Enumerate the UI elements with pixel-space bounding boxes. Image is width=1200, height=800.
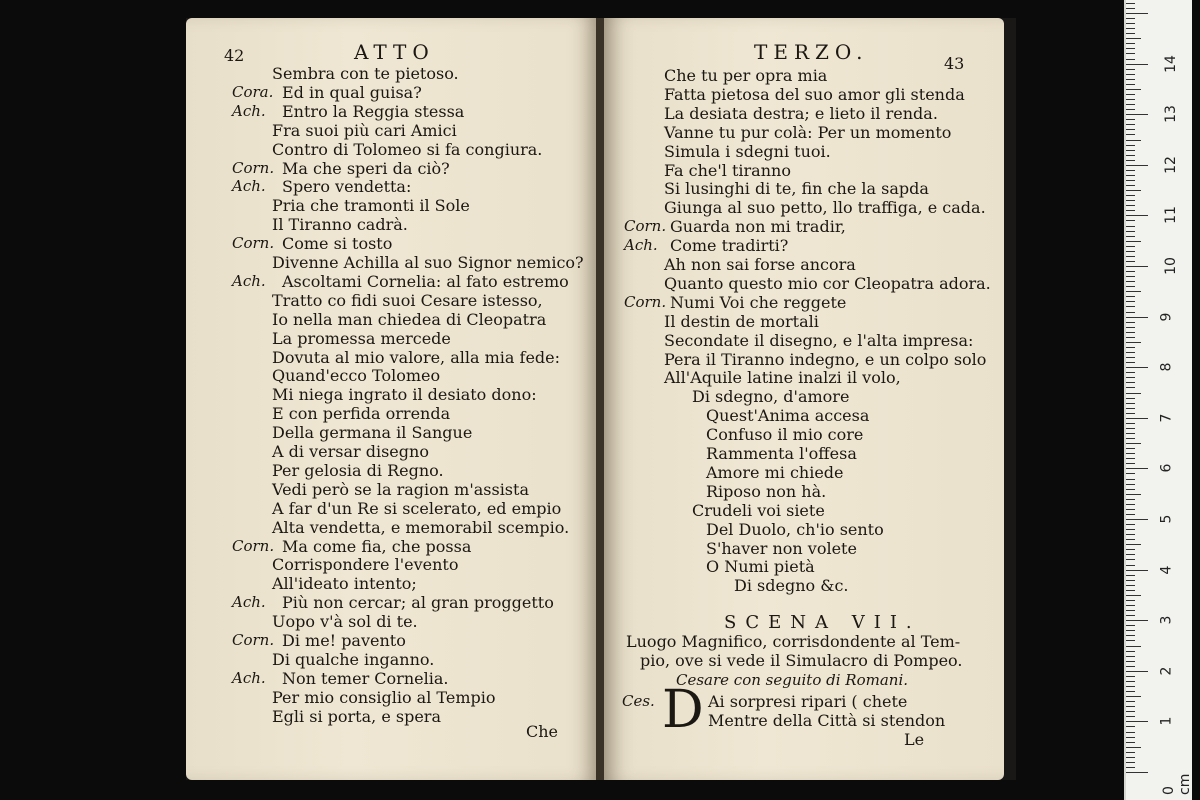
ruler-tick xyxy=(1126,509,1135,510)
ruler-tick xyxy=(1126,757,1135,758)
ruler-tick xyxy=(1126,666,1135,667)
ruler-tick xyxy=(1126,210,1135,211)
ruler-label: 7 xyxy=(1158,413,1175,423)
verse-line: Giunga al suo petto, llo traffiga, e cada. xyxy=(664,198,986,218)
ruler-tick xyxy=(1126,357,1135,358)
ruler-label: 0 cm xyxy=(1161,773,1193,795)
ruler-tick xyxy=(1126,215,1148,216)
ruler-tick xyxy=(1126,570,1148,571)
page-number: 42 xyxy=(224,46,245,65)
verse-line: Dovuta al mio valore, alla mia fede: xyxy=(272,347,561,367)
ruler-tick xyxy=(1126,195,1135,196)
ruler-tick xyxy=(1126,590,1135,591)
verse-line: Non temer Cornelia. xyxy=(282,668,449,688)
page-number: 43 xyxy=(944,54,965,73)
verse-line: O Numi pietà xyxy=(706,557,815,577)
verse-line: Sembra con te pietoso. xyxy=(272,64,459,83)
ruler-tick xyxy=(1126,747,1141,748)
verse-line: A di versar disegno xyxy=(272,442,429,461)
ruler-tick xyxy=(1126,651,1135,652)
ruler-tick xyxy=(1126,403,1135,404)
ruler-tick xyxy=(1126,160,1135,161)
ruler-tick xyxy=(1126,767,1135,768)
page-header: TERZO. xyxy=(754,40,869,64)
ruler-tick xyxy=(1126,656,1135,657)
ruler-tick xyxy=(1126,554,1135,555)
ruler-tick xyxy=(1126,387,1135,388)
verse-line: Pera il Tiranno indegno, e un colpo solo xyxy=(664,349,987,369)
ruler-tick xyxy=(1126,575,1135,576)
ruler-tick xyxy=(1126,236,1135,237)
ruler-tick xyxy=(1126,448,1135,449)
speaker-label: Ach. xyxy=(232,593,266,612)
ruler-tick xyxy=(1126,53,1135,54)
ruler-tick xyxy=(1126,752,1135,753)
ruler-tick xyxy=(1126,347,1135,348)
ruler-tick xyxy=(1126,706,1135,707)
ruler-tick xyxy=(1126,74,1135,75)
drop-cap: D xyxy=(662,680,704,740)
verse-line: Si lusinghi di te, fin che la sapda xyxy=(664,179,929,199)
ruler-tick xyxy=(1126,23,1135,24)
verse-line: Mentre della Città si stendon xyxy=(708,711,946,730)
ruler-tick xyxy=(1126,433,1135,434)
ruler-tick xyxy=(1126,499,1135,500)
ruler-label: 10 xyxy=(1162,257,1179,275)
ruler-tick xyxy=(1126,332,1135,333)
ruler-tick xyxy=(1126,185,1135,186)
ruler-tick xyxy=(1126,306,1135,307)
verse-line: Ah non sai forse ancora xyxy=(664,255,856,274)
ruler-tick xyxy=(1126,200,1135,201)
ruler-tick xyxy=(1126,549,1135,550)
ruler-tick xyxy=(1126,190,1141,191)
speaker-label: Corn. xyxy=(624,292,667,311)
ruler-tick xyxy=(1126,8,1135,9)
verse-line: Come tradirti? xyxy=(670,236,789,256)
ruler-tick xyxy=(1126,610,1135,611)
verse-line: Del Duolo, ch'io sento xyxy=(706,519,884,539)
ruler-tick xyxy=(1126,180,1135,181)
ruler-tick xyxy=(1126,372,1135,373)
ruler-tick xyxy=(1126,64,1148,65)
ruler-tick xyxy=(1126,595,1141,596)
verse-line: Il destin de mortali xyxy=(664,311,819,331)
ruler-tick xyxy=(1126,453,1135,454)
ruler-tick xyxy=(1126,175,1135,176)
verse-line: Pria che tramonti il Sole xyxy=(272,196,470,216)
ruler-tick xyxy=(1126,742,1135,743)
ruler-tick xyxy=(1126,266,1148,267)
ruler-tick xyxy=(1126,362,1135,363)
ruler-label: 11 xyxy=(1162,206,1179,225)
verse-line: Simula i sdegni tuoi. xyxy=(664,141,831,161)
verse-line: Della germana il Sangue xyxy=(272,423,473,443)
ruler-tick xyxy=(1126,423,1135,424)
ruler-tick xyxy=(1126,539,1135,540)
left-page xyxy=(186,18,598,780)
ruler-tick xyxy=(1126,625,1135,626)
ruler-tick xyxy=(1126,494,1141,495)
ruler-tick xyxy=(1126,671,1148,672)
speaker-label: Corn. xyxy=(232,536,275,555)
verse-line: Divenne Achilla al suo Signor nemico? xyxy=(272,253,584,272)
verse-line: All'Aquile latine inalzi il volo, xyxy=(664,368,901,388)
verse-line: E con perfida orrenda xyxy=(272,404,451,424)
ruler-tick xyxy=(1126,251,1135,252)
ruler-label: 1 xyxy=(1158,716,1175,726)
ruler-tick xyxy=(1126,484,1135,485)
ruler-tick xyxy=(1126,382,1135,383)
verse-line: Che tu per opra mia xyxy=(664,66,828,85)
verse-line: Come si tosto xyxy=(282,234,393,254)
ruler-tick xyxy=(1126,418,1148,419)
ruler-tick xyxy=(1126,524,1135,525)
speaker-label: Ach. xyxy=(232,668,266,687)
ruler-tick xyxy=(1126,109,1135,110)
scene-description: Luogo Magnifico, corrisdondente al Tem- xyxy=(626,632,961,651)
verse-line: Ma che speri da ciò? xyxy=(282,158,450,178)
verse-line: A far d'un Re si scelerato, ed empio xyxy=(272,498,562,518)
ruler-tick xyxy=(1126,585,1135,586)
open-book xyxy=(186,18,1016,780)
verse-line: Corrispondere l'evento xyxy=(272,555,459,575)
ruler-tick xyxy=(1126,220,1135,221)
ruler-tick xyxy=(1126,635,1135,636)
speaker-label: Ach. xyxy=(232,101,266,120)
speaker-label: Corn. xyxy=(624,217,667,236)
ruler-label: 13 xyxy=(1162,105,1179,124)
ruler-tick xyxy=(1126,140,1141,141)
ruler-tick xyxy=(1126,342,1141,343)
verse-line: Alta vendetta, e memorabil scempio. xyxy=(272,517,570,537)
ruler-tick xyxy=(1126,519,1148,520)
ruler-tick xyxy=(1126,737,1135,738)
measuring-ruler xyxy=(1124,0,1192,800)
ruler-label: 12 xyxy=(1162,155,1179,174)
ruler-tick xyxy=(1126,438,1135,439)
ruler-tick xyxy=(1126,129,1135,130)
verse-line: Ascoltami Cornelia: al fato estremo xyxy=(282,271,569,291)
verse-line: Spero vendetta: xyxy=(282,177,412,197)
right-page xyxy=(604,18,1004,780)
ruler-tick xyxy=(1126,256,1135,257)
verse-line: Ed in qual guisa? xyxy=(282,82,422,102)
ruler-tick xyxy=(1126,605,1135,606)
ruler-tick xyxy=(1126,559,1135,560)
verse-line: La desiata destra; e lieto il renda. xyxy=(664,103,938,123)
catchword: Le xyxy=(904,730,925,749)
ruler-label: 2 xyxy=(1158,666,1175,676)
verse-line: Vanne tu pur colà: Per un momento xyxy=(664,122,952,142)
verse-line: Fra suoi più cari Amici xyxy=(272,120,457,140)
ruler-tick xyxy=(1126,691,1135,692)
ruler-tick xyxy=(1126,463,1135,464)
ruler-tick xyxy=(1126,393,1141,394)
ruler-tick xyxy=(1126,696,1141,697)
verse-line: Per gelosia di Regno. xyxy=(272,460,444,480)
ruler-tick xyxy=(1126,205,1135,206)
ruler-tick xyxy=(1126,377,1135,378)
ruler-tick xyxy=(1126,352,1135,353)
ruler-tick xyxy=(1126,640,1135,641)
ruler-tick xyxy=(1126,99,1135,100)
ruler-tick xyxy=(1126,479,1135,480)
ruler-tick xyxy=(1126,716,1135,717)
ruler-tick xyxy=(1126,529,1135,530)
ruler-tick xyxy=(1126,726,1135,727)
verse-line: All'ideato intento; xyxy=(272,574,417,594)
ruler-tick xyxy=(1126,337,1135,338)
ruler-tick xyxy=(1126,119,1135,120)
ruler-tick xyxy=(1126,317,1148,318)
ruler-tick xyxy=(1126,94,1135,95)
speaker-label: Ach. xyxy=(624,236,658,255)
ruler-tick xyxy=(1126,291,1141,292)
ruler-tick xyxy=(1126,468,1148,469)
ruler-tick xyxy=(1126,28,1135,29)
ruler-tick xyxy=(1126,261,1135,262)
ruler-tick xyxy=(1126,473,1135,474)
verse-line: Ma come fia, che possa xyxy=(282,536,472,556)
ruler-tick xyxy=(1126,534,1135,535)
verse-line: La promessa mercede xyxy=(272,328,451,348)
ruler-tick xyxy=(1126,772,1148,773)
ruler-tick xyxy=(1126,13,1148,14)
ruler-tick xyxy=(1126,458,1135,459)
ruler-label: 14 xyxy=(1162,54,1179,73)
speaker-label: Ces. xyxy=(622,692,655,710)
ruler-tick xyxy=(1126,296,1135,297)
verse-line: Di qualche inganno. xyxy=(272,649,435,669)
ruler-tick xyxy=(1126,711,1135,712)
ruler-tick xyxy=(1126,241,1141,242)
verse-line: Contro di Tolomeo si fa congiura. xyxy=(272,139,543,159)
ruler-tick xyxy=(1126,615,1135,616)
ruler-tick xyxy=(1126,89,1141,90)
ruler-tick xyxy=(1126,600,1135,601)
ruler-tick xyxy=(1126,271,1135,272)
ruler-tick xyxy=(1126,630,1135,631)
ruler-tick xyxy=(1126,301,1135,302)
ruler-tick xyxy=(1126,732,1135,733)
verse-line: Rammenta l'offesa xyxy=(706,444,857,463)
ruler-tick xyxy=(1126,312,1135,313)
ruler-tick xyxy=(1126,150,1135,151)
verse-line: Di sdegno, d'amore xyxy=(692,387,850,407)
ruler-label: 9 xyxy=(1158,312,1175,322)
ruler-tick xyxy=(1126,226,1135,227)
ruler-tick xyxy=(1126,676,1135,677)
verse-line: Più non cercar; al gran proggetto xyxy=(282,593,554,613)
ruler-tick xyxy=(1126,413,1135,414)
verse-line: Quanto questo mio cor Cleopatra adora. xyxy=(664,273,991,293)
verse-line: Ai sorpresi ripari ( chete xyxy=(708,692,908,711)
scene-cast: Cesare con seguito di Romani. xyxy=(676,671,909,689)
speaker-label: Ach. xyxy=(232,177,266,196)
catchword: Che xyxy=(526,722,559,741)
verse-line: Vedi però se la ragion m'assista xyxy=(272,479,529,499)
ruler-tick xyxy=(1126,114,1148,115)
speaker-label: Cora. xyxy=(232,82,274,101)
ruler-label: 6 xyxy=(1158,463,1175,473)
verse-line: Crudeli voi siete xyxy=(692,500,825,520)
speaker-label: Corn. xyxy=(232,234,275,253)
ruler-tick xyxy=(1126,79,1135,80)
verse-line: Fa che'l tiranno xyxy=(664,160,791,180)
ruler-tick xyxy=(1126,580,1135,581)
ruler-tick xyxy=(1126,443,1141,444)
ruler-label: 5 xyxy=(1158,514,1175,524)
ruler-tick xyxy=(1126,18,1135,19)
scene-description: pio, ove si vede il Simulacro di Pompeo. xyxy=(640,651,963,670)
ruler-tick xyxy=(1126,170,1135,171)
speaker-label: Corn. xyxy=(232,158,275,177)
ruler-tick xyxy=(1126,38,1141,39)
ruler-label: 3 xyxy=(1158,615,1175,625)
ruler-tick xyxy=(1126,544,1141,545)
ruler-tick xyxy=(1126,721,1148,722)
ruler-tick xyxy=(1126,104,1135,105)
verse-line: Quest'Anima accesa xyxy=(706,406,870,426)
ruler-tick xyxy=(1126,686,1135,687)
ruler-label: 8 xyxy=(1158,362,1175,372)
verse-line: Quand'ecco Tolomeo xyxy=(272,366,441,386)
ruler-tick xyxy=(1126,276,1135,277)
ruler-tick xyxy=(1126,246,1135,247)
ruler-tick xyxy=(1126,165,1148,166)
verse-line: Di sdegno &c. xyxy=(734,576,849,596)
ruler-tick xyxy=(1126,231,1135,232)
ruler-label: 4 xyxy=(1158,565,1175,575)
ruler-tick xyxy=(1126,428,1135,429)
verse-line: Il Tiranno cadrà. xyxy=(272,215,408,235)
ruler-tick xyxy=(1126,681,1135,682)
verse-line: S'haver non volete xyxy=(706,538,857,558)
ruler-tick xyxy=(1126,48,1135,49)
ruler-tick xyxy=(1126,155,1135,156)
ruler-tick xyxy=(1126,145,1135,146)
ruler-tick xyxy=(1126,69,1135,70)
verse-line: Fatta pietosa del suo amor gli stenda xyxy=(664,84,965,104)
ruler-tick xyxy=(1126,504,1135,505)
ruler-tick xyxy=(1126,565,1135,566)
scene-title: SCENA VII. xyxy=(724,612,921,633)
page-header: ATTO xyxy=(354,40,435,64)
ruler-tick xyxy=(1126,59,1135,60)
ruler-tick xyxy=(1126,281,1135,282)
ruler-tick xyxy=(1126,514,1135,515)
verse-line: Mi niega ingrato il desiato dono: xyxy=(272,385,537,405)
ruler-tick xyxy=(1126,489,1135,490)
ruler-tick xyxy=(1126,762,1135,763)
ruler-tick xyxy=(1126,134,1135,135)
verse-line: Guarda non mi tradir, xyxy=(670,217,846,237)
verse-line: Per mio consiglio al Tempio xyxy=(272,687,496,707)
verse-line: Riposo non hà. xyxy=(706,481,827,501)
verse-line: Numi Voi che reggete xyxy=(670,292,847,312)
ruler-tick xyxy=(1126,33,1135,34)
verse-line: Entro la Reggia stessa xyxy=(282,101,465,121)
verse-line: Confuso il mio core xyxy=(706,425,864,445)
ruler-tick xyxy=(1126,398,1135,399)
ruler-tick xyxy=(1126,620,1148,621)
ruler-tick xyxy=(1126,367,1148,368)
verse-line: Uopo v'à sol di te. xyxy=(272,612,418,632)
verse-line: Tratto co fidi suoi Cesare istesso, xyxy=(272,290,543,310)
speaker-label: Corn. xyxy=(232,631,275,649)
verse-line: Secondate il disegno, e l'alta impresa: xyxy=(664,330,974,350)
verse-line: Di me! pavento xyxy=(282,631,406,650)
ruler-tick xyxy=(1126,701,1135,702)
ruler-tick xyxy=(1126,286,1135,287)
ruler-tick xyxy=(1126,84,1135,85)
ruler-tick xyxy=(1126,661,1135,662)
verse-line: Io nella man chiedea di Cleopatra xyxy=(272,309,547,329)
ruler-tick xyxy=(1126,327,1135,328)
verse-line: Amore mi chiede xyxy=(706,462,844,482)
ruler-tick xyxy=(1126,408,1135,409)
speaker-label: Ach. xyxy=(232,271,266,290)
ruler-tick xyxy=(1126,322,1135,323)
ruler-tick xyxy=(1126,646,1141,647)
ruler-tick xyxy=(1126,43,1135,44)
verse-line: Egli si porta, e spera xyxy=(272,706,441,726)
ruler-tick xyxy=(1126,124,1135,125)
ruler-tick xyxy=(1126,3,1135,4)
